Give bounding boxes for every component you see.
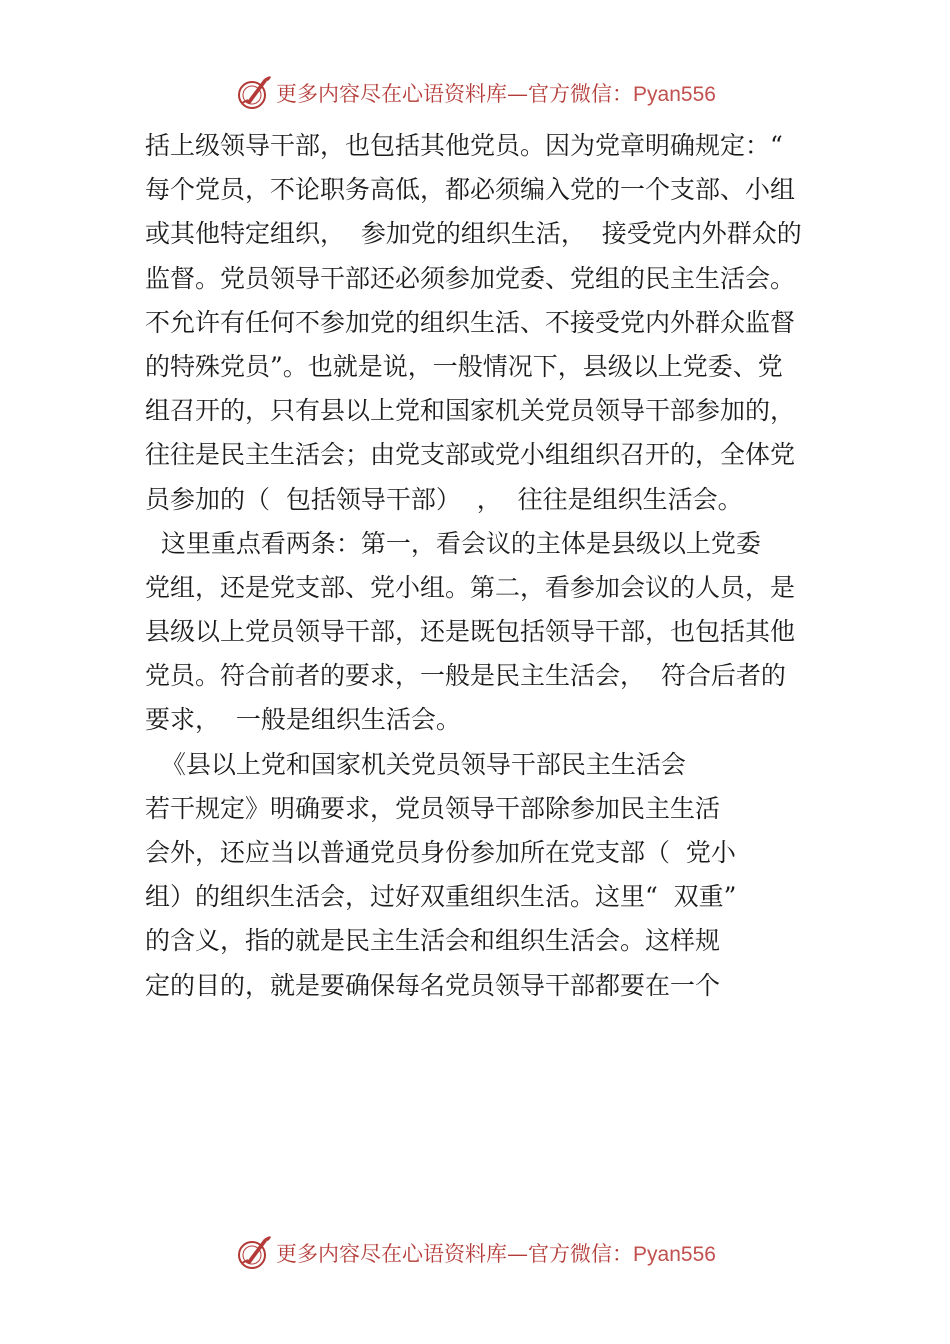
banner-slogan <box>276 1238 716 1268</box>
text-line: 组召开的，只有县以上党和国家机关党员领导干部参加的， <box>145 396 796 426</box>
banner-slogan-text: 更多内容尽在心语资料库—官方微信： <box>276 82 634 106</box>
text-line: 定的目的，就是要确保每名党员领导干部都要在一个 <box>145 970 721 1000</box>
text-line: 每个党员，不论职务高低，都必须编入党的一个支部、小组 <box>145 175 796 205</box>
header-banner <box>0 68 950 118</box>
banner-wechat-id: Pyan556 <box>633 1243 716 1266</box>
text-line: 《县以上党和国家机关党员领导干部民主生活会 <box>145 749 686 779</box>
text-line: 的特殊党员”。也就是说，一般情况下，县级以上党委、党 <box>145 351 783 381</box>
text-line: 括上级领导干部，也包括其他党员。因为党章明确规定：“ <box>145 131 783 160</box>
text-line: 的含义，指的就是民主生活会和组织生活会。这样规 <box>145 926 721 956</box>
text-line: 员参加的（ 包括领导干部） ， 往往是组织生活会。 <box>145 484 743 514</box>
text-line: 要求， 一般是组织生活会。 <box>145 705 461 735</box>
banner-slogan-text: 更多内容尽在心语资料库—官方微信： <box>276 1242 634 1266</box>
document-body <box>145 124 813 1008</box>
text-line: 往往是民主生活会；由党支部或党小组组织召开的，全体党 <box>145 440 796 470</box>
text-line: 组）的组织生活会，过好双重组织生活。这里“ 双重” <box>145 882 737 912</box>
banner-wechat-id: Pyan556 <box>633 83 716 106</box>
text-line: 监督。党员领导干部还必须参加党委、党组的民主生活会。 <box>145 263 796 293</box>
text-line: 县级以上党员领导干部，还是既包括领导干部，也包括其他 <box>145 617 796 647</box>
text-line: 不允许有任何不参加党的组织生活、不接受党内外群众监督 <box>145 307 796 337</box>
footer-banner <box>0 1228 950 1278</box>
banner-slogan <box>276 78 716 108</box>
quill-seal-logo-icon <box>234 1233 274 1273</box>
text-line: 若干规定》明确要求，党员领导干部除参加民主生活 <box>145 793 721 823</box>
text-line: 党员。符合前者的要求，一般是民主生活会， 符合后者的 <box>145 661 786 691</box>
text-line: 或其他特定组织， 参加党的组织生活， 接受党内外群众的 <box>145 219 802 249</box>
text-line: 这里重点看两条：第一，看会议的主体是县级以上党委 <box>145 528 761 558</box>
text-line: 党组，还是党支部、党小组。第二，看参加会议的人员，是 <box>145 572 796 602</box>
text-line: 会外，还应当以普通党员身份参加所在党支部（ 党小 <box>145 838 736 867</box>
quill-seal-logo-icon <box>234 73 274 113</box>
